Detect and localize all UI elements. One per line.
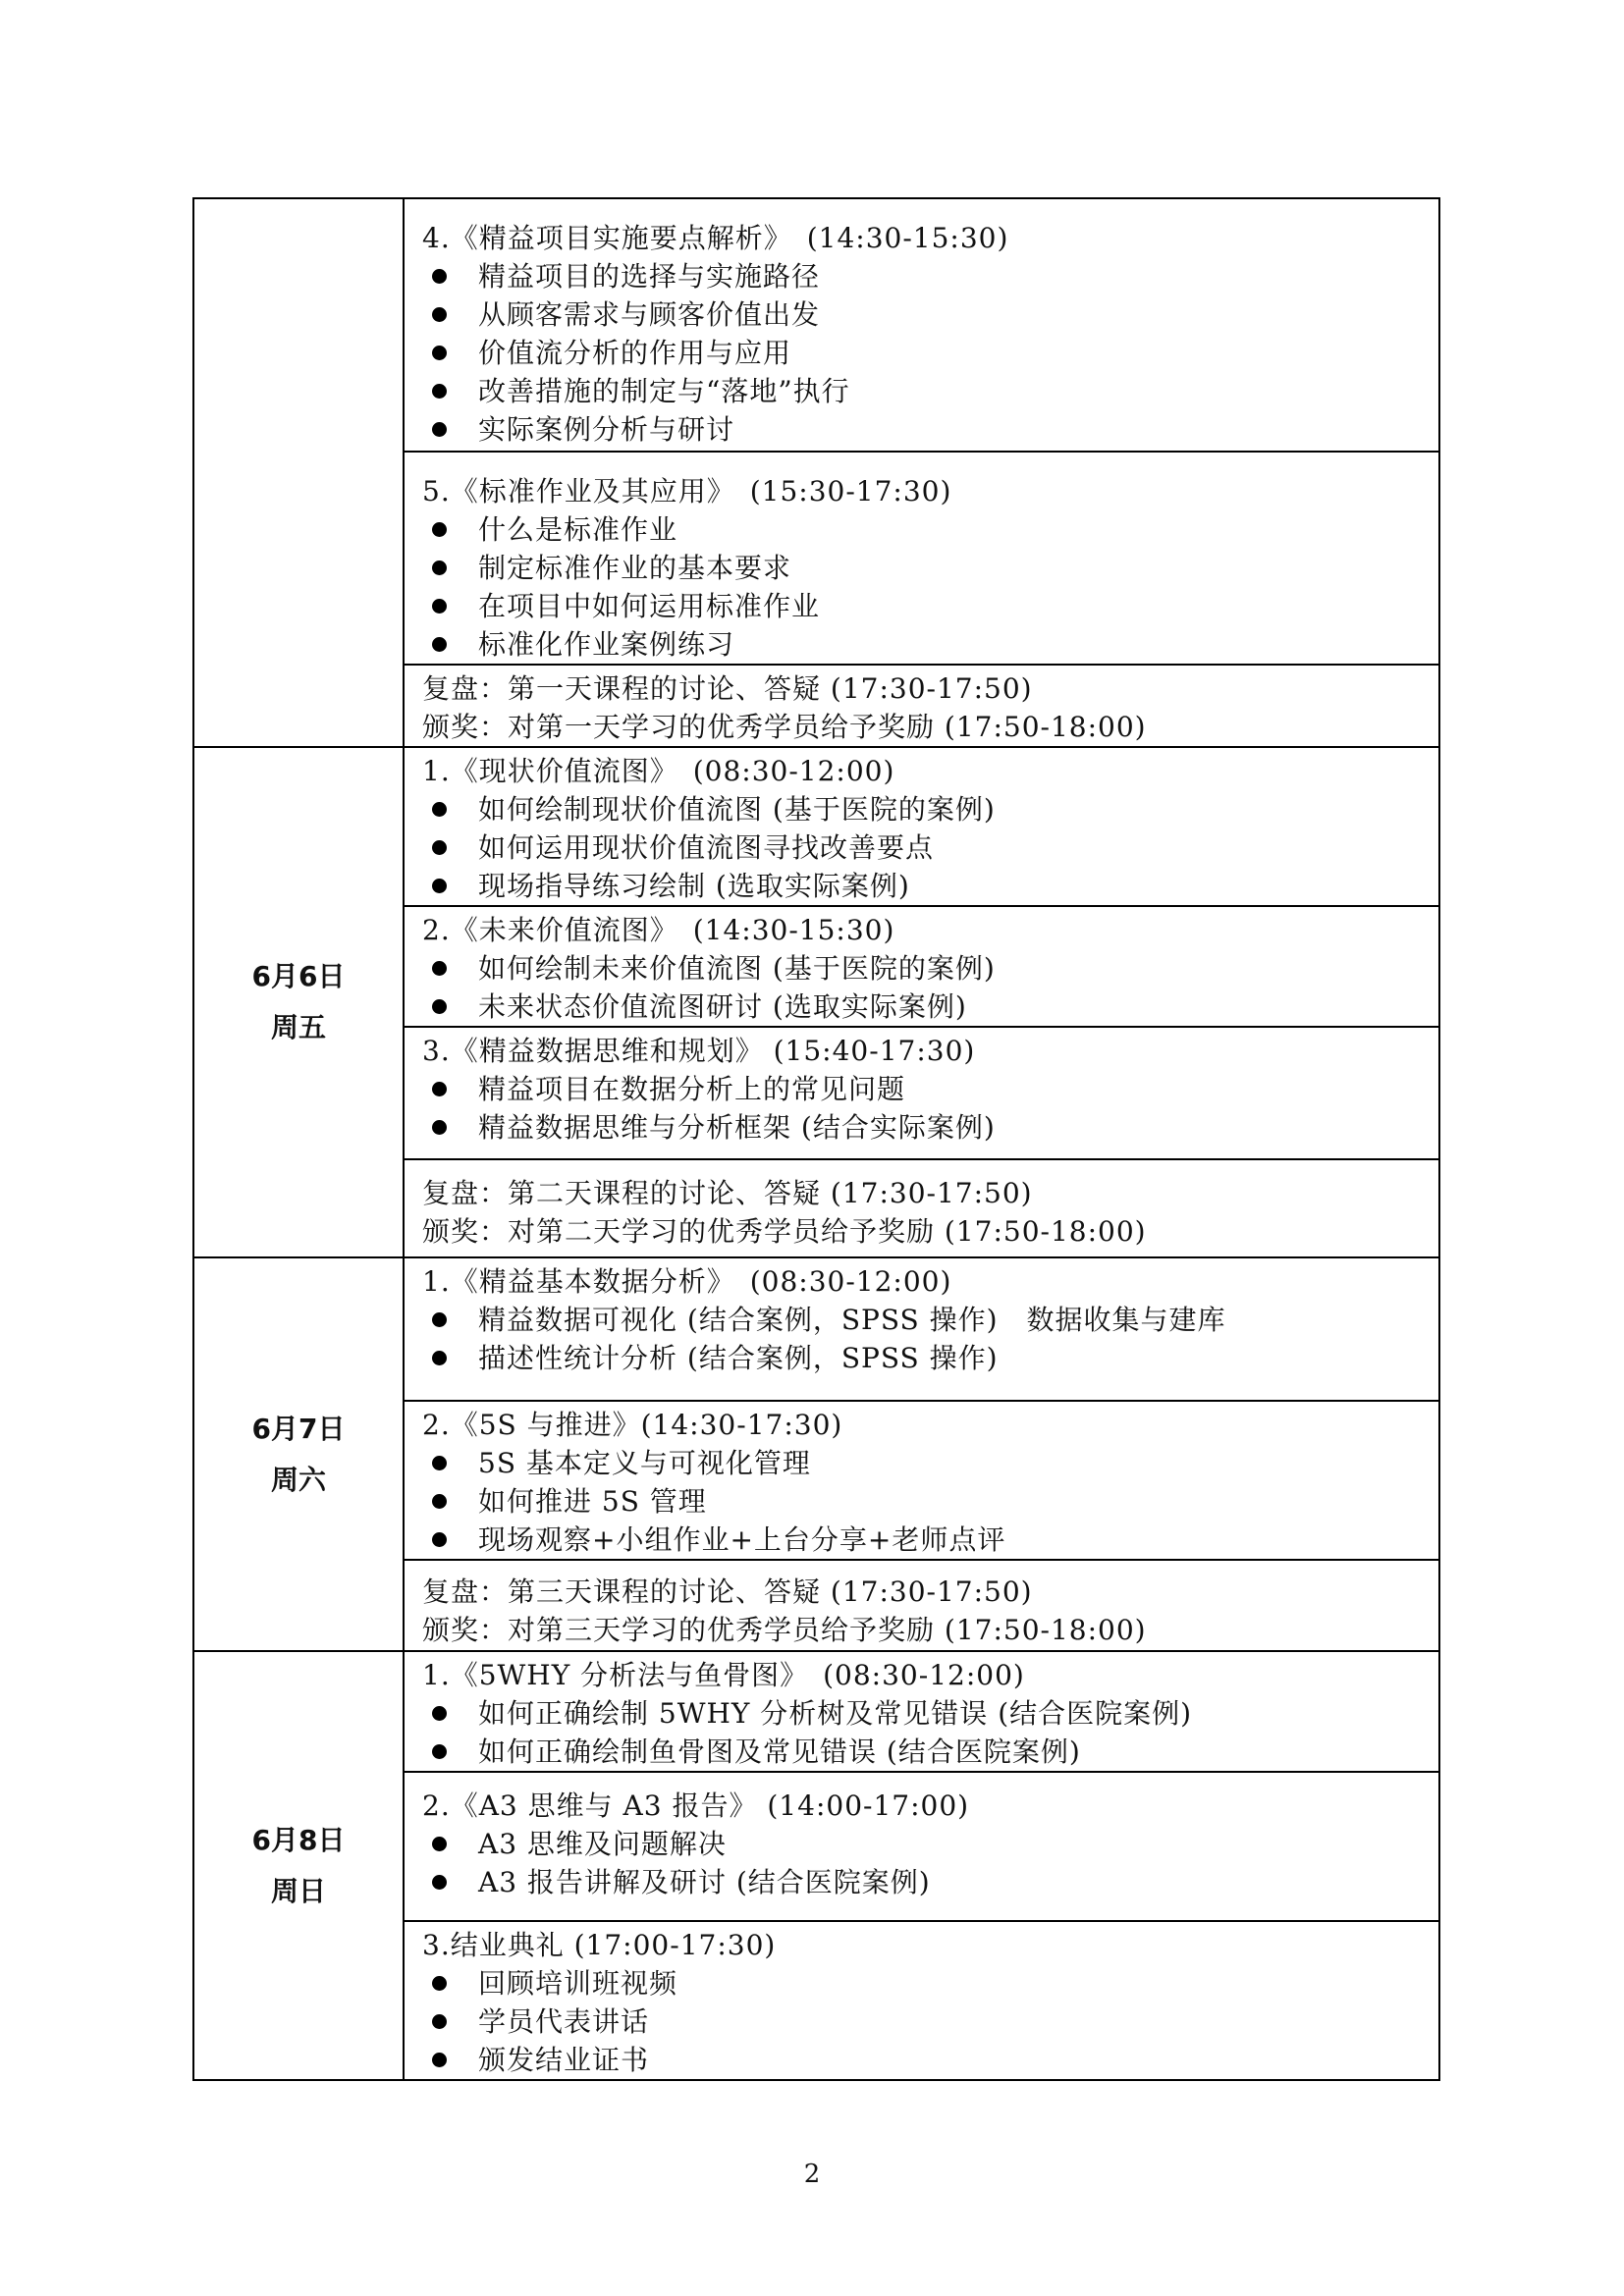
bullet-icon [432,961,447,976]
bullet-icon [432,1706,447,1721]
list-item: 制定标准作业的基本要求 [422,549,1425,587]
day-date: 6月8日 [251,1823,346,1856]
session-block [404,1401,1439,1560]
list-item: 未来状态价值流图研讨 (选取实际案例) [422,988,1425,1026]
schedule-table [192,197,1440,2081]
list-item: 价值流分析的作用与应用 [422,334,1425,372]
session-title: 2.《未来价值流图》 (14:30-15:30) [422,914,895,946]
bullet-icon [432,1875,447,1890]
bullet-icon [432,840,447,855]
bullet-icon [432,1120,447,1135]
list-item: 标准化作业案例练习 [422,625,1425,664]
bullet-icon [432,346,447,360]
list-item: 如何正确绘制 5WHY 分析树及常见错误 (结合医院案例) [422,1694,1425,1733]
list-item: 如何运用现状价值流图寻找改善要点 [422,828,1425,867]
session-block [404,906,1439,1027]
day-cell [193,747,404,1257]
list-item: 如何推进 5S 管理 [422,1482,1425,1521]
session-block [404,1921,1439,2080]
list-item: 如何正确绘制鱼骨图及常见错误 (结合医院案例) [422,1733,1425,1771]
review-line: 复盘：第一天课程的讨论、答疑 (17:30-17:50) [422,672,1033,705]
bullet-icon [432,307,447,322]
page-number: 2 [803,2160,821,2189]
session-title: 3.结业典礼 (17:00-17:30) [422,1929,777,1961]
session-title: 1.《精益基本数据分析》 (08:30-12:00) [422,1265,952,1298]
bullet-icon [432,2053,447,2067]
session-block [404,452,1439,665]
day-weekday: 周日 [270,1874,326,1907]
list-item: 精益项目在数据分析上的常见问题 [422,1070,1425,1108]
bullet-icon [432,269,447,284]
table-row [193,1257,1439,1401]
list-item: 颁发结业证书 [422,2041,1425,2079]
bullet-icon [432,1494,447,1509]
session-title: 2.《A3 思维与 A3 报告》 (14:00-17:00) [422,1789,970,1822]
bullet-icon [432,561,447,575]
session-block [404,747,1439,906]
session-title: 2.《5S 与推进》(14:30-17:30) [422,1409,843,1441]
day-cell [193,1651,404,2080]
session-block [404,198,1439,452]
bullet-icon [432,1312,447,1327]
session-title: 1.《现状价值流图》 (08:30-12:00) [422,755,895,787]
day-weekday: 周六 [270,1463,326,1496]
session-block [404,1772,1439,1921]
award-line: 颁奖：对第一天学习的优秀学员给予奖励 (17:50-18:00) [422,711,1147,743]
bullet-icon [432,422,447,437]
bullet-icon [432,637,447,652]
bullet-icon [432,2014,447,2029]
review-line: 复盘：第二天课程的讨论、答疑 (17:30-17:50) [422,1177,1033,1209]
table-row [193,198,1439,452]
review-block [404,665,1439,747]
bullet-icon [432,879,447,893]
bullet-icon [432,1532,447,1547]
list-item: 实际案例分析与研讨 [422,410,1425,449]
day-cell [193,1257,404,1651]
list-item: 5S 基本定义与可视化管理 [422,1444,1425,1482]
list-item: 在项目中如何运用标准作业 [422,587,1425,625]
list-item: 如何绘制现状价值流图 (基于医院的案例) [422,790,1425,828]
session-block [404,1257,1439,1401]
list-item: A3 思维及问题解决 [422,1825,1425,1863]
bullet-icon [432,1456,447,1470]
list-item: 回顾培训班视频 [422,1964,1425,2002]
list-item: 现场指导练习绘制 (选取实际案例) [422,867,1425,905]
bullet-icon [432,384,447,399]
bullet-icon [432,802,447,817]
day-date: 6月7日 [251,1412,346,1445]
list-item: 精益项目的选择与实施路径 [422,257,1425,295]
session-title: 5.《标准作业及其应用》 (15:30-17:30) [422,475,952,507]
list-item: A3 报告讲解及研讨 (结合医院案例) [422,1863,1425,1901]
bullet-icon [432,1744,447,1759]
list-item: 现场观察+小组作业+上台分享+老师点评 [422,1521,1425,1559]
review-block [404,1159,1439,1257]
list-item: 精益数据可视化 (结合案例，SPSS 操作) 数据收集与建库 [422,1301,1425,1339]
list-item: 改善措施的制定与“落地”执行 [422,372,1425,410]
session-block [404,1027,1439,1159]
session-title: 1.《5WHY 分析法与鱼骨图》 (08:30-12:00) [422,1659,1025,1691]
day-cell [193,198,404,747]
bullet-icon [432,599,447,614]
table-row [193,747,1439,906]
award-line: 颁奖：对第二天学习的优秀学员给予奖励 (17:50-18:00) [422,1215,1147,1248]
review-block [404,1560,1439,1651]
bullet-icon [432,999,447,1014]
session-block [404,1651,1439,1772]
table-row [193,1651,1439,1772]
bullet-icon [432,1837,447,1851]
list-item: 什么是标准作业 [422,510,1425,549]
bullet-icon [432,1351,447,1365]
award-line: 颁奖：对第三天学习的优秀学员给予奖励 (17:50-18:00) [422,1614,1147,1646]
bullet-icon [432,1082,447,1096]
list-item: 如何绘制未来价值流图 (基于医院的案例) [422,949,1425,988]
day-weekday: 周五 [270,1011,326,1043]
day-date: 6月6日 [251,960,346,992]
list-item: 描述性统计分析 (结合案例，SPSS 操作) [422,1339,1425,1377]
list-item: 从顾客需求与顾客价值出发 [422,295,1425,334]
review-line: 复盘：第三天课程的讨论、答疑 (17:30-17:50) [422,1575,1033,1608]
bullet-icon [432,1976,447,1991]
list-item: 精益数据思维与分析框架 (结合实际案例) [422,1108,1425,1147]
session-title: 4.《精益项目实施要点解析》 (14:30-15:30) [422,222,1009,254]
session-title: 3.《精益数据思维和规划》 (15:40-17:30) [422,1035,976,1067]
list-item: 学员代表讲话 [422,2002,1425,2041]
bullet-icon [432,522,447,537]
